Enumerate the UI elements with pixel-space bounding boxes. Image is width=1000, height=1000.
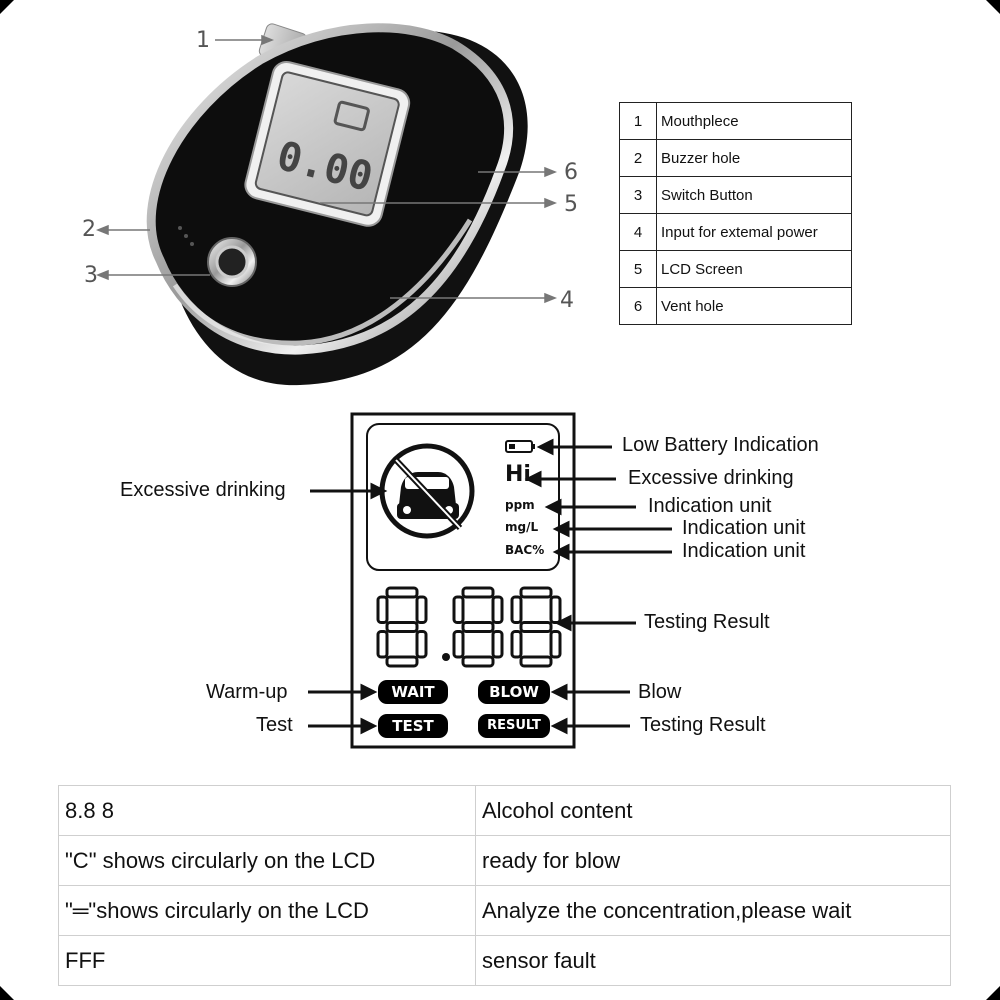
- part-label: Input for extemal power: [657, 214, 852, 251]
- digit-3-segment-3: [521, 657, 551, 666]
- label-testing-result-badge: Testing Result: [640, 714, 766, 736]
- part-label: LCD Screen: [657, 251, 852, 288]
- label-low-battery: Low Battery Indication: [622, 434, 819, 456]
- corner-mark-bottom-right: [986, 986, 1000, 1000]
- digit-1-segment-4: [378, 597, 387, 623]
- test-badge: TEST: [378, 714, 448, 738]
- digit-1-segment-2: [387, 623, 417, 632]
- digit-2-segment-4: [454, 597, 463, 623]
- digit-2-segment-2: [463, 623, 493, 632]
- label-testing-result-digits: Testing Result: [644, 611, 770, 633]
- label-excessive-drinking-left: Excessive drinking: [120, 479, 286, 501]
- label-warmup: Warm-up: [206, 681, 288, 703]
- callout-5: 5: [564, 192, 578, 217]
- part-number: 3: [620, 177, 657, 214]
- digit-1-segment-1: [387, 588, 417, 597]
- callout-1: 1: [196, 28, 210, 53]
- digit-3-segment-6: [512, 632, 521, 658]
- meaning-cell: sensor fault: [476, 936, 951, 986]
- part-number: 6: [620, 288, 657, 325]
- hi-indicator: Hi: [505, 462, 531, 487]
- callout-6: 6: [564, 160, 578, 185]
- corner-mark-bottom-left: [0, 986, 14, 1000]
- part-number: 4: [620, 214, 657, 251]
- part-number: 1: [620, 103, 657, 140]
- decimal-point: [442, 653, 450, 661]
- code-cell: "C" shows circularly on the LCD: [59, 836, 476, 886]
- result-badge: RESULT: [478, 714, 550, 738]
- label-blow: Blow: [638, 681, 682, 703]
- digit-2-segment-7: [493, 632, 502, 658]
- digit-1-segment-3: [387, 657, 417, 666]
- part-number: 2: [620, 140, 657, 177]
- label-unit-mgl: Indication unit: [682, 517, 806, 539]
- digit-1-segment-5: [417, 597, 426, 623]
- wait-badge: WAIT: [378, 680, 448, 704]
- table-row: [59, 886, 951, 936]
- digit-1-segment-6: [378, 632, 387, 658]
- svg-text:0.00: 0.00: [272, 132, 378, 201]
- digit-3-segment-1: [521, 588, 551, 597]
- digit-2-segment-6: [454, 632, 463, 658]
- display-codes-table: [58, 785, 951, 986]
- digit-2-segment-5: [493, 597, 502, 623]
- code-cell: FFF: [59, 936, 476, 986]
- meaning-cell: Analyze the concentration,please wait: [476, 886, 951, 936]
- callout-2: 2: [82, 217, 96, 242]
- part-number: 5: [620, 251, 657, 288]
- table-row: [59, 936, 951, 986]
- part-label: Mouthplece: [657, 103, 852, 140]
- label-test: Test: [256, 714, 293, 736]
- callout-3: 3: [84, 263, 98, 288]
- label-unit-bac: Indication unit: [682, 540, 806, 562]
- digit-3-segment-5: [551, 597, 560, 623]
- bac-indicator: BAC%: [505, 543, 545, 557]
- part-label: Vent hole: [657, 288, 852, 325]
- digit-3-segment-7: [551, 632, 560, 658]
- code-cell: 8.8 8: [59, 786, 476, 836]
- digit-2-segment-3: [463, 657, 493, 666]
- label-excessive-drinking-right: Excessive drinking: [628, 467, 794, 489]
- table-row: [59, 836, 951, 886]
- code-cell: "═"shows circularly on the LCD: [59, 886, 476, 936]
- part-label: Buzzer hole: [657, 140, 852, 177]
- mgl-indicator: mg/L: [505, 520, 539, 534]
- digit-1-segment-7: [417, 632, 426, 658]
- callout-4: 4: [560, 288, 574, 313]
- meaning-cell: Alcohol content: [476, 786, 951, 836]
- table-row: [59, 786, 951, 836]
- blow-badge: BLOW: [478, 680, 550, 704]
- digit-2-segment-1: [463, 588, 493, 597]
- label-unit-ppm: Indication unit: [648, 495, 772, 517]
- part-label: Switch Button: [657, 177, 852, 214]
- meaning-cell: ready for blow: [476, 836, 951, 886]
- digit-3-segment-4: [512, 597, 521, 623]
- digit-3-segment-2: [521, 623, 551, 632]
- ppm-indicator: ppm: [505, 498, 535, 512]
